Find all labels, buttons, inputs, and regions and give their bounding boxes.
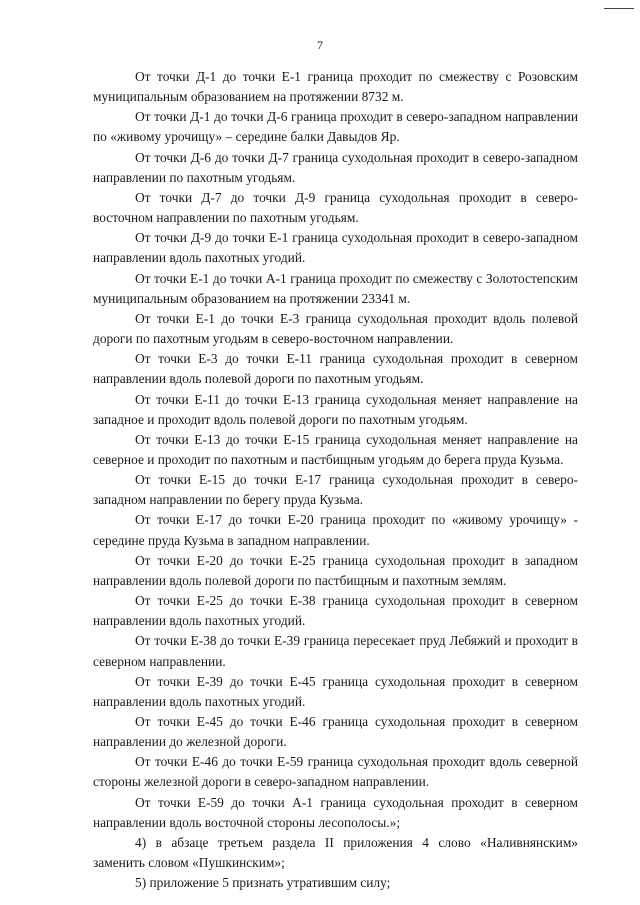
paragraph: 4) в абзаце третьем раздела II приложения 4 слово «Наливнянским» заменить словом «Пушкинским»; xyxy=(93,834,578,871)
paragraph: От точки Е-1 до точки А-1 граница проходит по смежеству с Золотостепским муниципальным образованием на протяжении 23341 м. xyxy=(93,270,578,306)
paragraph: От точки Д-7 до точки Д-9 граница суходольная проходит в северо-восточном направлении по пахотным угодьям. xyxy=(93,189,578,226)
paragraph: От точки Д-6 до точки Д-7 граница суходольная проходит в северо-западном направлении по пахотным угодьям. xyxy=(93,149,578,185)
paragraph: От точки Д-1 до точки Е-1 граница проходит по смежеству с Розовским муниципальным образованием на протяжении 8732 м. xyxy=(93,69,578,105)
paragraph: От точки Е-3 до точки Е-11 граница суходольная проходит в северном направлении вдоль полевой дороги по пахотным угодьям. xyxy=(93,351,578,387)
paragraph: От точки Е-39 до точки Е-45 граница суходольная проходит в северном направлении вдоль пахотных угодий. xyxy=(93,673,578,709)
corner-mark xyxy=(604,8,634,9)
paragraph: 5) приложение 5 признать утратившим силу; xyxy=(135,875,391,891)
paragraph: От точки Е-59 до точки А-1 граница суходольная проходит в северном направлении вдоль восточной стороны лесополосы.»; xyxy=(93,794,578,830)
paragraph: От точки Е-25 до точки Е-38 граница суходольная проходит в северном направлении вдоль пахотных угодий. xyxy=(93,593,578,629)
paragraph: От точки Е-13 до точки Е-15 граница суходольная меняет направление на северное и проходит по пахотным и пастбищным угодьям до берега пруда Кузьма. xyxy=(93,431,578,467)
paragraph: От точки Е-45 до точки Е-46 граница суходольная проходит в северном направлении до железной дороги. xyxy=(93,714,578,750)
paragraph: От точки Е-17 до точки Е-20 граница проходит по «живому урочищу» - середине пруда Кузьма в западном направлении. xyxy=(93,512,578,548)
document-body xyxy=(93,67,578,893)
paragraph: От точки Е-15 до точки Е-17 граница суходольная проходит в северо-западном направлении по берегу пруда Кузьма. xyxy=(93,472,578,508)
paragraph: От точки Е-38 до точки Е-39 граница пересекает пруд Лебяжий и проходит в северном направлении. xyxy=(93,633,578,669)
paragraph: От точки Е-1 до точки Е-3 граница суходольная проходит вдоль полевой дороги по пахотным угодьям в северо-восточном направлении. xyxy=(93,310,578,347)
paragraph: От точки Д-9 до точки Е-1 граница суходольная проходит в северо-западном направлении вдоль пахотных угодий. xyxy=(93,230,578,266)
paragraph: От точки Е-11 до точки Е-13 граница суходольная меняет направление на западное и проходит вдоль полевой дороги по пахотным угодьям. xyxy=(93,391,578,427)
paragraph: От точки Е-46 до точки Е-59 граница суходольная проходит вдоль северной стороны железной дороги в северо-западном направлении. xyxy=(93,754,578,790)
paragraph: От точки Д-1 до точки Д-6 граница проходит в северо-западном направлении по «живому урочищу» – середине балки Давыдов Яр. xyxy=(93,109,578,145)
page-number: 7 xyxy=(317,38,323,52)
paragraph: От точки Е-20 до точки Е-25 граница суходольная проходит в западном направлении вдоль полевой дороги по пастбищным и пахотным землям. xyxy=(93,552,578,588)
